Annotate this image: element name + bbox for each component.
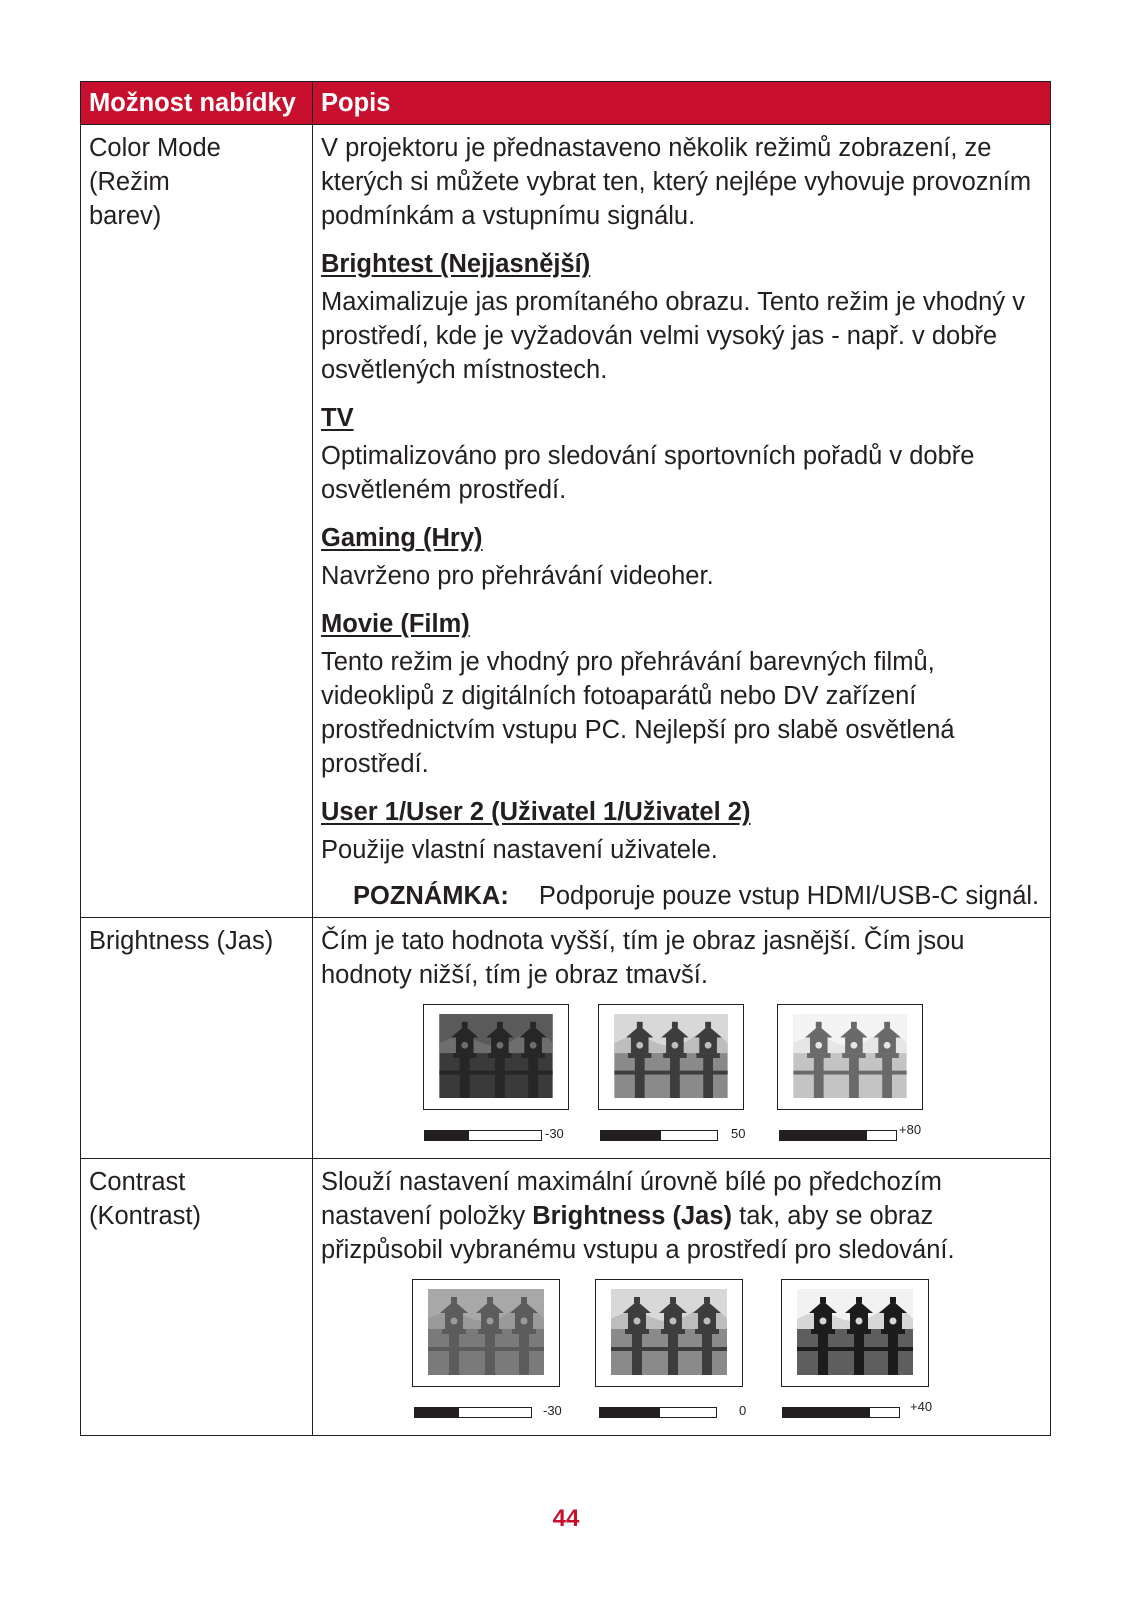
mode-text-user: Použije vlastní nastavení uživatele.	[321, 836, 718, 864]
level-bar	[414, 1407, 532, 1418]
table-row-color-mode	[81, 125, 1051, 918]
brightness-samples	[321, 1004, 1040, 1154]
level-value: 0	[739, 1403, 747, 1418]
mode-text-movie: Tento režim je vhodný pro přehrávání barevných filmů, videoklipů z digitálních fotoaparátů nebo DV zařízení prostřednictvím vstupu PC. Nejlepší pro slabě osvětlená prostředí.	[321, 648, 955, 778]
description-brightness	[313, 918, 1051, 1159]
mode-title-user: User 1/User 2 (Uživatel 1/Uživatel 2)	[321, 798, 751, 826]
lantern-photo-icon	[792, 1014, 908, 1098]
header-menu-option: Možnost nabídky	[81, 82, 313, 125]
table-header-row	[81, 82, 1051, 125]
mode-title-gaming: Gaming (Hry)	[321, 524, 483, 552]
mode-title-movie: Movie (Film)	[321, 610, 470, 638]
option-label: Contrast (Kontrast)	[89, 1168, 201, 1230]
level-bar-fill	[783, 1408, 870, 1417]
level-bar-fill	[425, 1131, 469, 1140]
note-text: Podporuje pouze vstup HDMI/USB-C signál.	[538, 882, 1040, 910]
contrast-samples	[321, 1279, 1040, 1431]
sample-photo	[423, 1004, 569, 1110]
sample-photo	[777, 1004, 923, 1110]
lantern-photo-icon	[438, 1014, 554, 1098]
contrast-text-bold: Brightness (Jas)	[532, 1202, 733, 1230]
table-row-brightness	[81, 918, 1051, 1159]
mode-title-brightest: Brightest (Nejjasnější)	[321, 250, 591, 278]
level-value: -30	[545, 1126, 564, 1141]
level-bar-fill	[601, 1131, 661, 1140]
sample-photo	[781, 1279, 929, 1387]
option-label: Brightness (Jas)	[89, 927, 274, 955]
level-value: -30	[543, 1403, 562, 1418]
mode-text-brightest: Maximalizuje jas promítaného obrazu. Tento režim je vhodný v prostředí, kde je vyžadován velmi vysoký jas - např. v dobře osvětlených místnostech.	[321, 288, 1025, 384]
level-value: +80	[899, 1122, 922, 1137]
mode-text-tv: Optimalizováno pro sledování sportovních pořadů v dobře osvětleném prostředí.	[321, 442, 975, 504]
option-brightness	[81, 918, 313, 1159]
level-bar-fill	[600, 1408, 660, 1417]
option-color-mode	[81, 125, 313, 918]
mode-text-gaming: Navrženo pro přehrávání videoher.	[321, 562, 714, 590]
brightness-text: Čím je tato hodnota vyšší, tím je obraz jasnější. Čím jsou hodnoty nižší, tím je obraz tmavší.	[321, 927, 965, 989]
color-mode-intro: V projektoru je přednastaveno několik režimů zobrazení, ze kterých si můžete vybrat ten, který nejlépe vyhovuje provozním podmínkám a vstupnímu signálu.	[321, 134, 1032, 230]
sample-photo	[598, 1004, 744, 1110]
level-bar	[779, 1130, 897, 1141]
lantern-photo-icon	[427, 1289, 545, 1375]
level-bar	[782, 1407, 900, 1418]
description-color-mode	[313, 125, 1051, 918]
level-bar	[599, 1407, 717, 1418]
header-description: Popis	[313, 82, 1051, 125]
note	[321, 879, 1040, 913]
contrast-text-before: Slouží nastavení maximální úrovně bílé po předchozím nastavení položky	[321, 1168, 942, 1230]
lantern-photo-icon	[796, 1289, 914, 1375]
mode-title-tv: TV	[321, 404, 354, 432]
option-contrast	[81, 1159, 313, 1436]
level-bar-fill	[415, 1408, 459, 1417]
sample-photo	[412, 1279, 560, 1387]
level-bar	[600, 1130, 718, 1141]
contrast-text-after: tak, aby se obraz přizpůsobil vybranému vstupu a prostředí pro sledování.	[321, 1202, 955, 1264]
description-contrast	[313, 1159, 1051, 1436]
level-bar	[424, 1130, 542, 1141]
page-number: 44	[552, 1505, 580, 1532]
lantern-photo-icon	[610, 1289, 728, 1375]
lantern-photo-icon	[613, 1014, 729, 1098]
table-row-contrast	[81, 1159, 1051, 1436]
level-value: 50	[731, 1126, 746, 1141]
contrast-text	[321, 1165, 1040, 1267]
option-label: Color Mode (Režim barev)	[89, 134, 221, 230]
level-bar-fill	[780, 1131, 867, 1140]
menu-options-table	[80, 81, 1051, 1436]
level-value: +40	[910, 1399, 933, 1414]
note-label: POZNÁMKA:	[353, 882, 509, 910]
sample-photo	[595, 1279, 743, 1387]
